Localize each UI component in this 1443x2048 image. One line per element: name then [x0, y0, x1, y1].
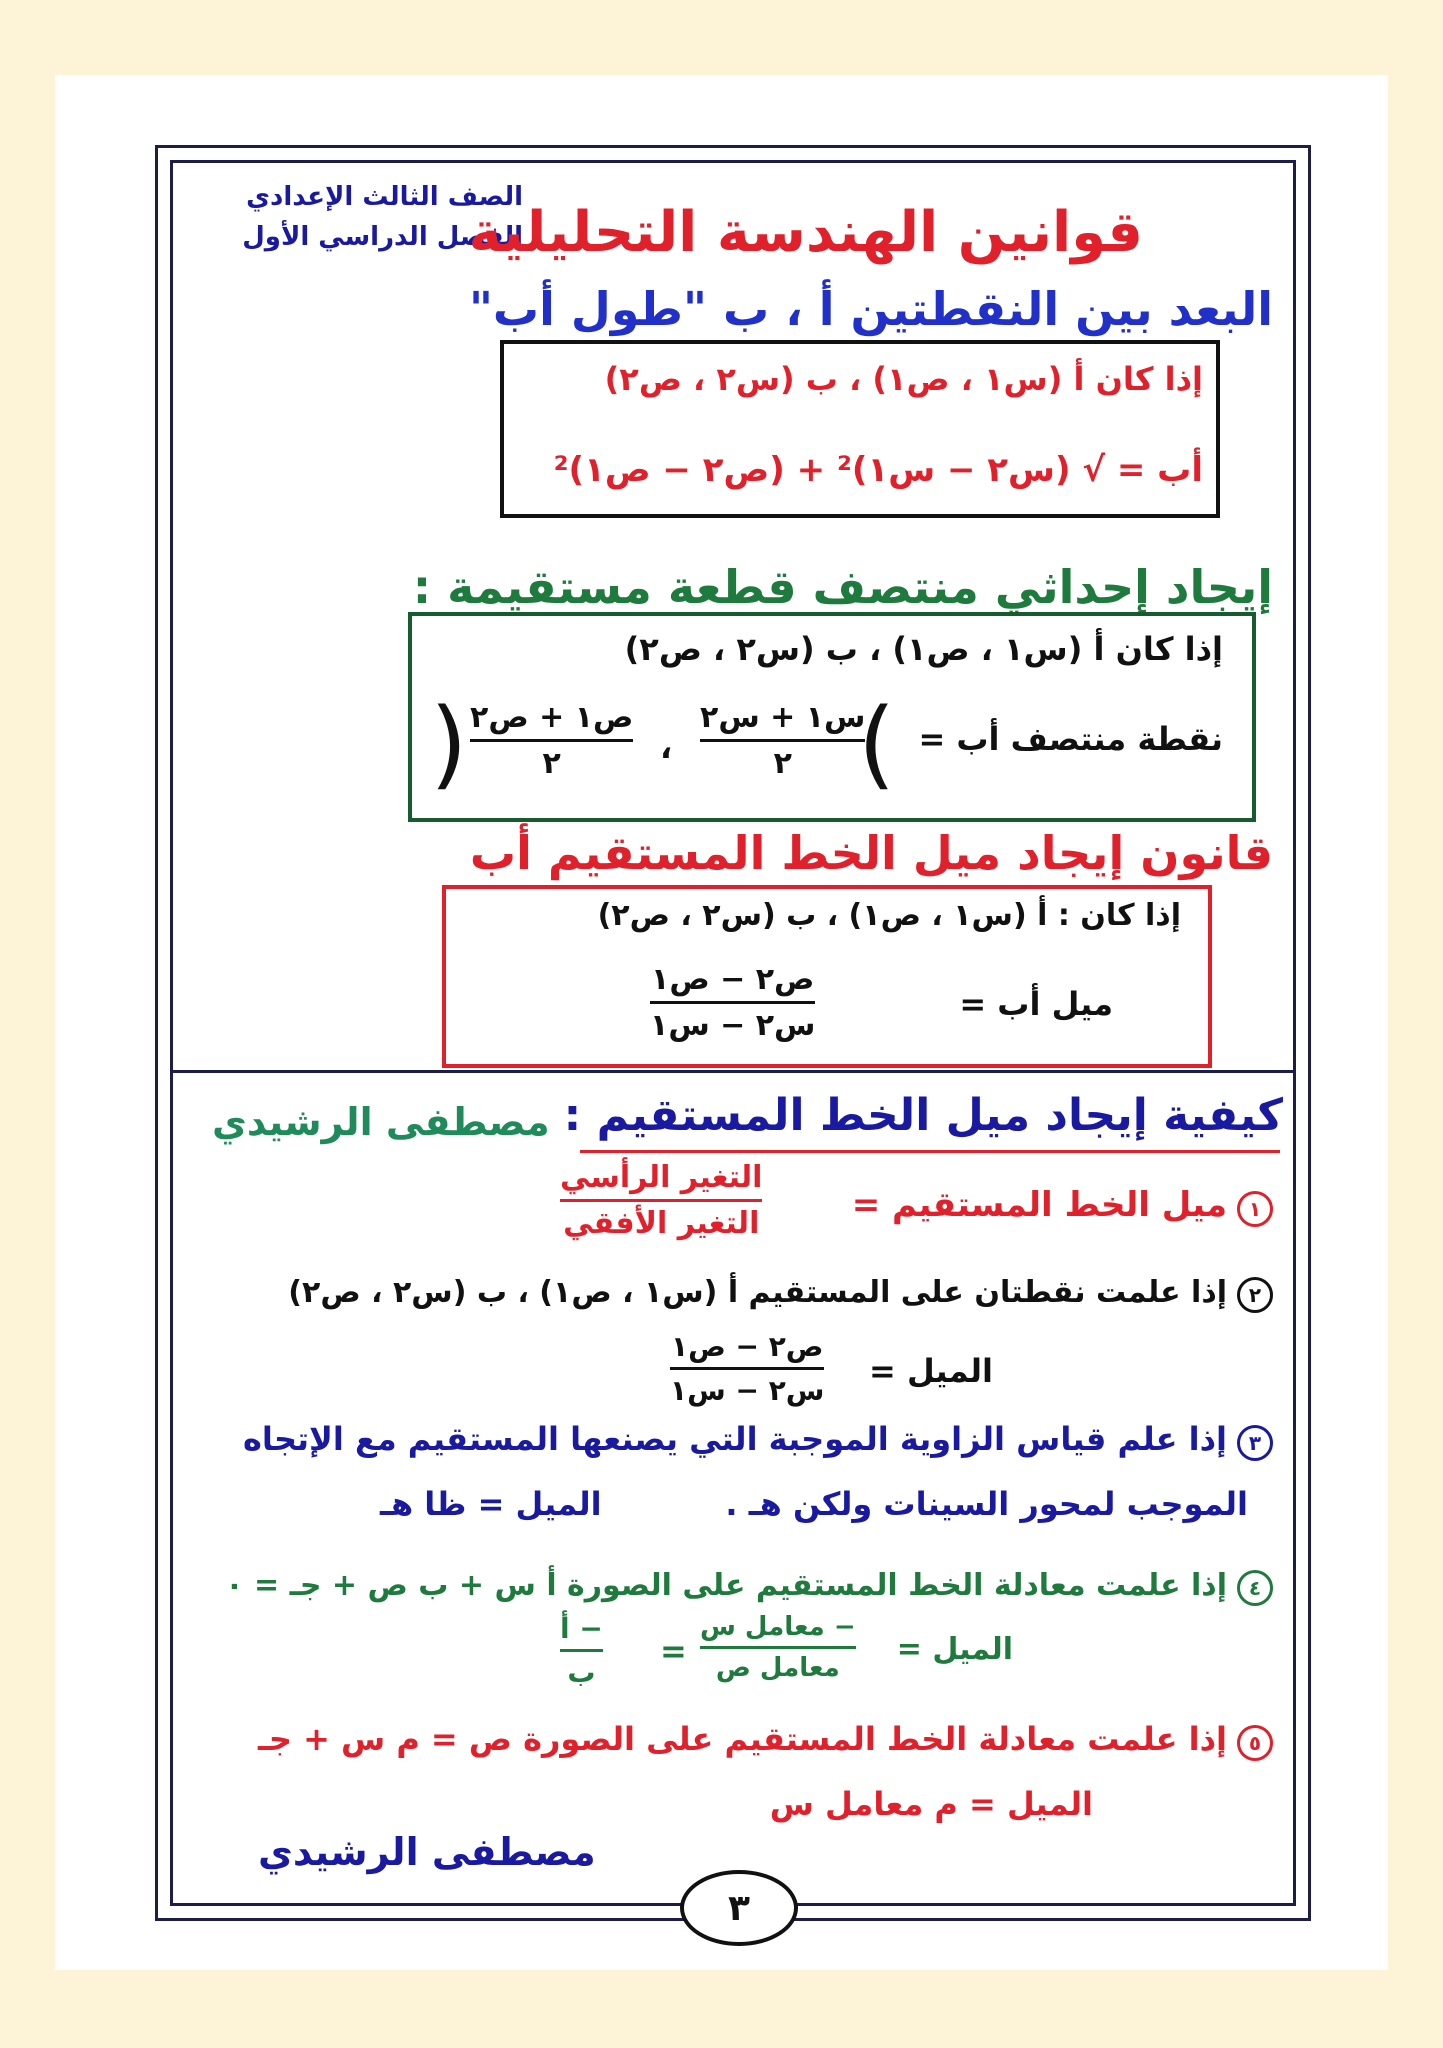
slope-lhs: ميل أب =	[959, 985, 1113, 1023]
item-3-line1: إذا علم قياس الزاوية الموجبة التي يصنعها المستقيم مع الإتجاه	[243, 1420, 1227, 1458]
item-2-text: إذا علمت نقطتان على المستقيم أ (س١ ، ص١) ، ب (س٢ ، ص٢)	[288, 1275, 1227, 1310]
slope-methods-title-underline	[580, 1150, 1280, 1153]
midpoint-section-title: إيجاد إحداثي منتصف قطعة مستقيمة :	[412, 560, 1273, 614]
item-1-den: التغير الأفقي	[563, 1206, 760, 1241]
item-4-num-2: − أ	[560, 1612, 603, 1645]
item-3-formula: الميل = ظا هـ	[380, 1485, 602, 1523]
distance-section-title: البعد بين النقطتين أ ، ب "طول أب"	[468, 282, 1273, 336]
grade-label: الصف الثالث الإعدادي	[246, 182, 523, 212]
slope-item-2	[288, 1275, 1273, 1313]
signature: مصطفى الرشيدي	[258, 1830, 596, 1874]
item-3-line2: الموجب لمحور السينات ولكن هـ .	[725, 1485, 1248, 1523]
slope-given: إذا كان : أ (س١ ، ص١) ، ب (س٢ ، ص٢)	[597, 898, 1181, 933]
slope-item-5	[258, 1720, 1273, 1761]
item-4-den-2: ب	[567, 1656, 596, 1689]
item-1-number: ١	[1237, 1191, 1273, 1227]
item-1-text: ميل الخط المستقيم =	[851, 1185, 1227, 1225]
slope-item-4	[225, 1568, 1273, 1606]
midpoint-frac-y	[470, 700, 633, 781]
midpoint-lhs: نقطة منتصف أب =	[918, 720, 1223, 758]
item-4-num-1: − معامل س	[700, 1612, 856, 1642]
item-4-equals: =	[660, 1632, 687, 1670]
midpoint-frac-x-num: س١ + س٢	[700, 700, 866, 735]
item-4-fraction-1	[700, 1612, 856, 1683]
item-2-number: ٢	[1237, 1277, 1273, 1313]
distance-given: إذا كان أ (س١ ، ص١) ، ب (س٢ ، ص٢)	[604, 360, 1203, 398]
slope-fraction-num: ص٢ − ص١	[651, 962, 815, 997]
item-4-text: إذا علمت معادلة الخط المستقيم على الصورة أ س + ب ص + جـ = ٠	[225, 1568, 1227, 1603]
term-label: الفصل الدراسي الأول	[242, 222, 523, 252]
item-1-num: التغير الرأسي	[560, 1160, 763, 1195]
midpoint-frac-x	[700, 700, 865, 781]
item-4-number: ٤	[1237, 1570, 1273, 1606]
item-5-text: إذا علمت معادلة الخط المستقيم على الصورة ص = م س + جـ	[257, 1720, 1227, 1758]
page-number: ٣	[680, 1870, 798, 1946]
item-4-lhs: الميل =	[896, 1632, 1013, 1667]
item-5-formula: الميل = م معامل س	[769, 1785, 1093, 1823]
item-5-number: ٥	[1237, 1725, 1273, 1761]
slope-item-1	[852, 1185, 1273, 1227]
midpoint-paren-right: )	[858, 688, 896, 800]
item-4-fraction-2	[560, 1612, 603, 1689]
item-3-number: ٣	[1237, 1425, 1273, 1461]
midpoint-frac-x-den: ٢	[773, 746, 792, 781]
slope-fraction-den: س٢ − س١	[650, 1008, 816, 1043]
midpoint-frac-y-num: ص١ + ص٢	[470, 700, 634, 735]
item-2-den: س٢ − س١	[670, 1374, 825, 1407]
item-1-fraction	[560, 1160, 762, 1241]
section-divider	[170, 1070, 1293, 1073]
distance-formula: أب = √ (س٢ − س١)² + (ص٢ − ص١)²	[553, 450, 1203, 490]
slope-methods-title: كيفية إيجاد ميل الخط المستقيم :	[563, 1090, 1283, 1141]
item-2-num: ص٢ − ص١	[670, 1330, 824, 1363]
slope-law-title: قانون إيجاد ميل الخط المستقيم أب	[469, 826, 1273, 880]
midpoint-given: إذا كان أ (س١ ، ص١) ، ب (س٢ ، ص٢)	[624, 630, 1223, 668]
item-2-lhs: الميل =	[868, 1352, 993, 1390]
item-4-den-1: معامل ص	[715, 1653, 840, 1683]
page-title: قوانين الهندسة التحليلية	[468, 200, 1143, 265]
midpoint-paren-left: (	[430, 688, 468, 800]
slope-fraction	[650, 962, 815, 1043]
slope-item-3	[243, 1420, 1273, 1461]
midpoint-frac-y-den: ٢	[542, 746, 561, 781]
author-label: مصطفى الرشيدي	[212, 1100, 550, 1144]
item-2-fraction	[670, 1330, 824, 1407]
midpoint-comma: ،	[660, 728, 673, 766]
